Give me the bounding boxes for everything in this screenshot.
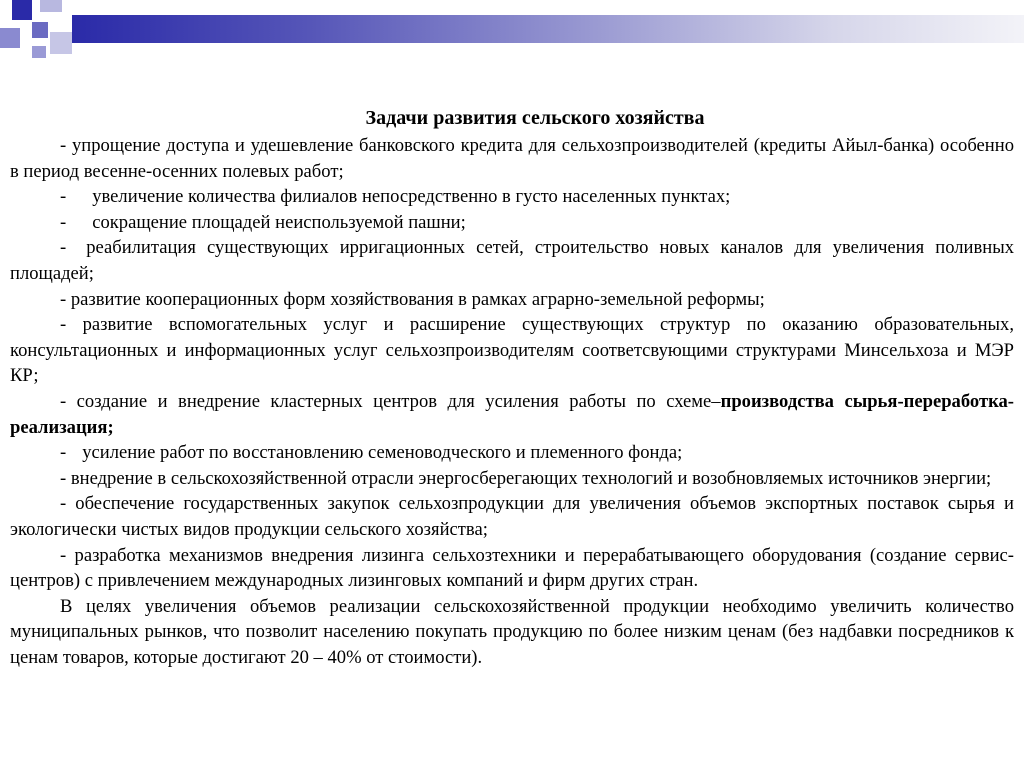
closing-paragraph: В целях увеличения объемов реализации сельскохозяйственной продукции необходимо увеличить количество муниципальных рынков, что позволит населению покупать продукцию по более низким ценам (без надбавки посредников к ценам товаров, которые достигают 20 – 40% от стоимости). [10,595,1014,668]
emphasis-text: производства сырья-переработка- реализация; [10,390,1014,438]
list-item: - разработка механизмов внедрения лизинга сельхозтехники и перерабатывающего оборудования (создание сервис-центров) с привлечением международных лизинговых компаний и фирм других стран. [10,544,1014,592]
list-item: - развитие вспомогательных услуг и расширение существующих структур по оказанию образовательных, консультационных и информационных услуг сельхозпроизводителям соответсвующими структурами Минсельхоза и МЭР КР; [10,314,1014,387]
list-item: - развитие кооперационных форм хозяйствования в рамках аграрно-земельной реформы; [60,288,765,310]
decorative-square-medium [0,28,20,48]
list-item: - внедрение в сельскохозяйственной отрасли энергосберегающих технологий и возобновляемых источников энергии; [60,467,992,489]
list-item: - реабилитация существующих ирригационных сетей, строительство новых каналов для увеличения поливных площадей; [10,237,1014,284]
list-item: - создание и внедрение кластерных центров для усиления работы по схеме–производства сырья-переработка- реализация; [10,390,1014,438]
slide-title: Задачи развития сельского хозяйства [365,107,705,129]
decorative-square-light [40,0,62,12]
list-dash: - [60,237,67,259]
list-item: - упрощение доступа и удешевление банковского кредита для сельхозпроизводителей (кредиты Айыл-банка) особенно в период весенне-осенних полевых работ; [10,135,1014,182]
list-dash: - [60,211,67,233]
slide-content [10,103,1014,670]
list-item: - сокращение площадей неиспользуемой пашни; [60,211,466,233]
list-dash: - [60,186,67,208]
list-dash: - [60,442,67,464]
decorative-square-medium [32,22,48,38]
decorative-square-dark [12,0,32,20]
decorative-square-light [50,32,72,54]
list-item: - обеспечение государственных закупок сельхозпродукции для увеличения объемов экспортных поставок сырья и экологически чистых видов продукции сельского хозяйства; [10,493,1014,540]
header-gradient-bar [72,15,1024,43]
decorative-square-medium [32,46,46,58]
list-item: - усиление работ по восстановлению семеноводческого и племенного фонда; [60,442,683,464]
list-item: - увеличение количества филиалов непосредственно в густо населенных пунктах; [60,186,731,208]
